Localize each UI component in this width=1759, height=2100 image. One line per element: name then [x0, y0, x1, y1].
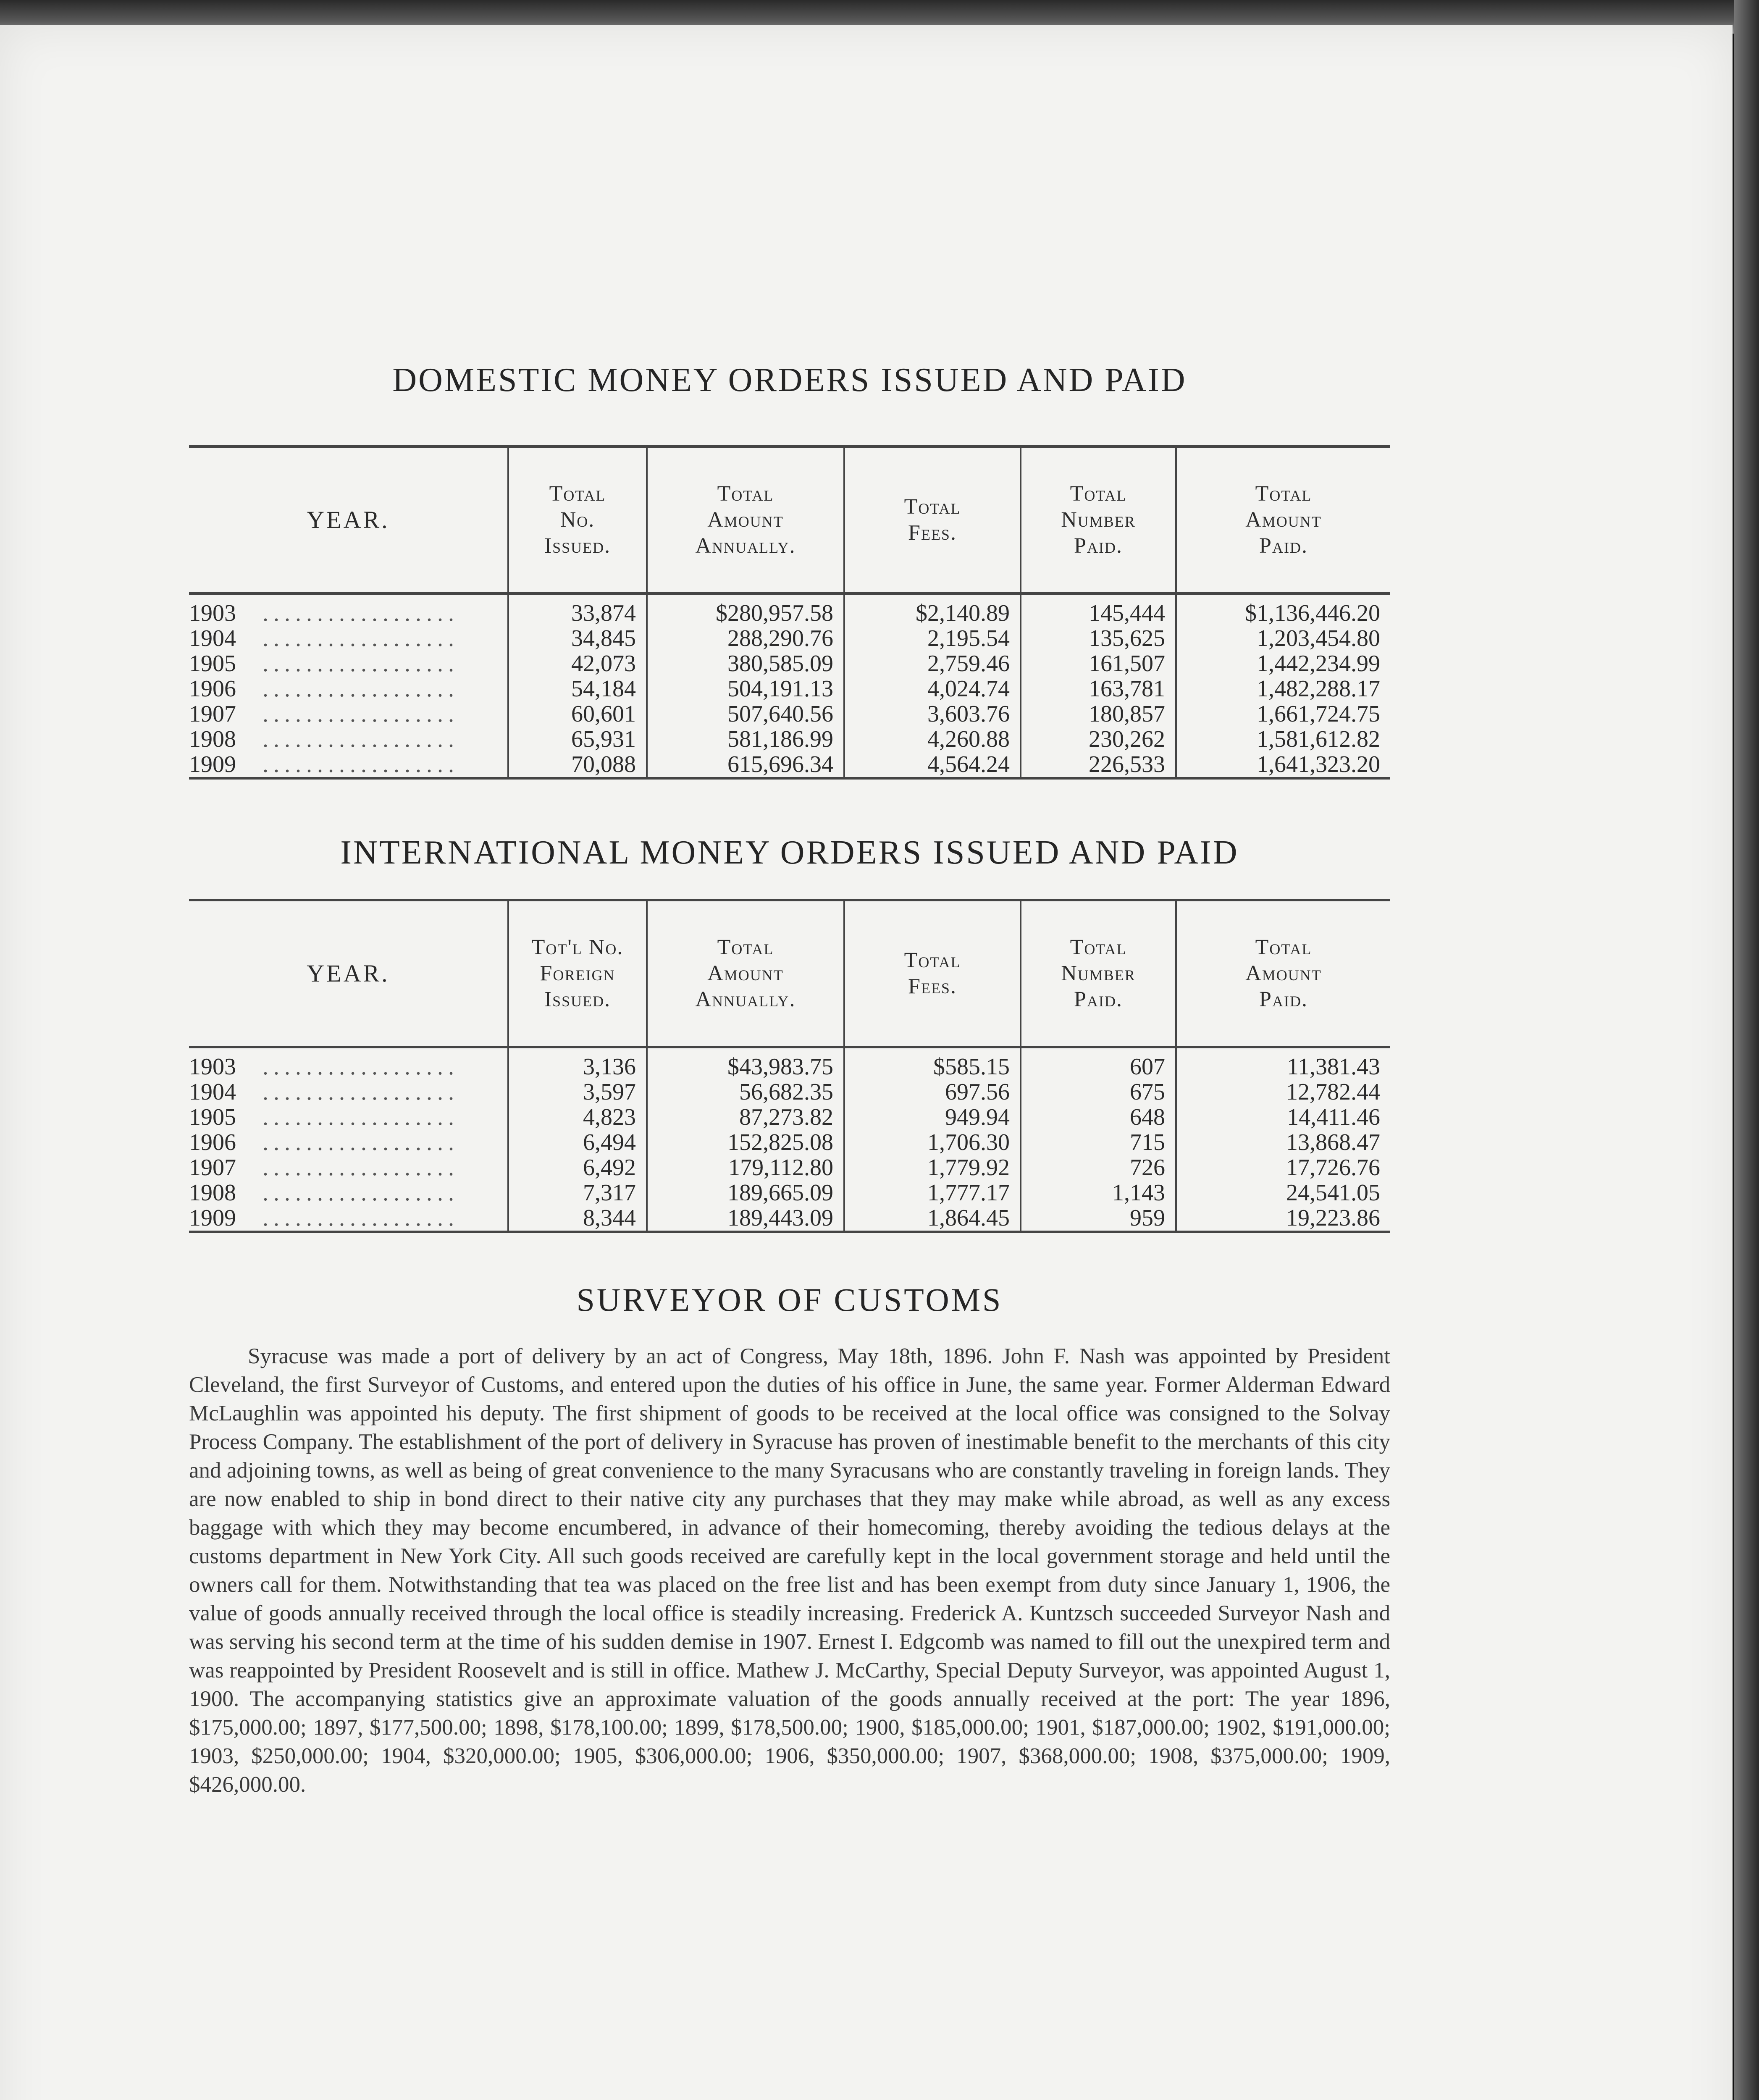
year-label: 1903 — [189, 600, 236, 626]
value-cell: 179,112.80 — [647, 1155, 844, 1180]
value-cell: 24,541.05 — [1176, 1180, 1390, 1205]
value-cell: 1,777.17 — [844, 1180, 1021, 1205]
value-cell: 230,262 — [1021, 727, 1176, 752]
year-label: 1907 — [189, 701, 236, 727]
document-page — [0, 25, 1733, 2100]
international-table-title: INTERNATIONAL MONEY ORDERS ISSUED AND PAID — [340, 834, 1239, 871]
year-cell — [189, 727, 508, 752]
value-cell: 1,143 — [1021, 1180, 1176, 1205]
domestic-table — [189, 445, 1390, 780]
year-cell — [189, 651, 508, 676]
value-cell: 180,857 — [1021, 701, 1176, 727]
table-row — [189, 1205, 1390, 1232]
column-header-line: Issued. — [544, 987, 611, 1011]
table-row — [189, 626, 1390, 651]
value-cell: 33,874 — [508, 593, 647, 626]
value-cell: 152,825.08 — [647, 1130, 844, 1155]
year-cell — [189, 701, 508, 727]
column-header-line: Paid. — [1074, 987, 1123, 1011]
column-header-line: Number — [1061, 508, 1136, 532]
column-header — [844, 900, 1021, 1047]
leader-dots: .................. — [263, 651, 459, 677]
value-cell: 1,203,454.80 — [1176, 626, 1390, 651]
column-header-line: Annually. — [695, 987, 796, 1011]
table-row — [189, 1180, 1390, 1205]
value-cell: 14,411.46 — [1176, 1105, 1390, 1130]
table-row — [189, 593, 1390, 626]
leader-dots: .................. — [263, 625, 459, 651]
column-header-line: Foreign — [540, 961, 615, 985]
value-cell: 380,585.09 — [647, 651, 844, 676]
value-cell: 2,195.54 — [844, 626, 1021, 651]
column-header-line: Total — [1070, 935, 1127, 959]
column-header-line: No. — [560, 508, 595, 532]
value-cell: 726 — [1021, 1155, 1176, 1180]
value-cell: 1,661,724.75 — [1176, 701, 1390, 727]
year-label: 1903 — [189, 1054, 236, 1080]
leader-dots: .................. — [263, 1155, 459, 1181]
column-header-line: YEAR. — [307, 506, 390, 533]
leader-dots: .................. — [263, 1129, 459, 1155]
year-cell — [189, 1105, 508, 1130]
year-label: 1904 — [189, 1079, 236, 1105]
leader-dots: .................. — [263, 600, 459, 626]
value-cell: 34,845 — [508, 626, 647, 651]
year-cell — [189, 1079, 508, 1105]
table-row — [189, 727, 1390, 752]
value-cell: 3,597 — [508, 1079, 647, 1105]
year-label: 1905 — [189, 1104, 236, 1130]
column-header-line: Total — [717, 482, 774, 506]
column-header-line: Paid. — [1259, 534, 1308, 558]
value-cell: 1,581,612.82 — [1176, 727, 1390, 752]
value-cell: 87,273.82 — [647, 1105, 844, 1130]
value-cell: $280,957.58 — [647, 593, 844, 626]
leader-dots: .................. — [263, 726, 459, 752]
value-cell: 189,665.09 — [647, 1180, 844, 1205]
year-cell — [189, 626, 508, 651]
value-cell: 288,290.76 — [647, 626, 844, 651]
value-cell: 145,444 — [1021, 593, 1176, 626]
value-cell: 3,136 — [508, 1047, 647, 1079]
international-table — [189, 899, 1390, 1233]
table-row — [189, 1047, 1390, 1079]
value-cell: 54,184 — [508, 676, 647, 701]
value-cell: 65,931 — [508, 727, 647, 752]
right-book-edge — [1734, 0, 1759, 2100]
column-header-line: Tot'l No. — [531, 935, 624, 959]
value-cell: 1,779.92 — [844, 1155, 1021, 1180]
value-cell: 959 — [1021, 1205, 1176, 1232]
year-label: 1907 — [189, 1155, 236, 1181]
value-cell: 4,260.88 — [844, 727, 1021, 752]
value-cell: 7,317 — [508, 1180, 647, 1205]
column-header-line: Total — [1255, 482, 1312, 506]
column-header-line: Paid. — [1074, 534, 1123, 558]
value-cell: 4,564.24 — [844, 752, 1021, 778]
column-header-line: Paid. — [1259, 987, 1308, 1011]
table-row — [189, 752, 1390, 778]
column-header-line: YEAR. — [307, 960, 390, 987]
value-cell: 607 — [1021, 1047, 1176, 1079]
column-header-line: Amount — [1245, 508, 1322, 532]
table-row — [189, 1105, 1390, 1130]
year-label: 1906 — [189, 676, 236, 702]
leader-dots: .................. — [263, 1205, 459, 1231]
leader-dots: .................. — [263, 1054, 459, 1080]
column-header — [189, 446, 508, 593]
year-label: 1905 — [189, 651, 236, 677]
leader-dots: .................. — [263, 1079, 459, 1105]
value-cell: 8,344 — [508, 1205, 647, 1232]
value-cell: 17,726.76 — [1176, 1155, 1390, 1180]
column-header-line: Total — [1070, 482, 1127, 506]
value-cell: 13,868.47 — [1176, 1130, 1390, 1155]
value-cell: $2,140.89 — [844, 593, 1021, 626]
column-header-line: Total — [904, 495, 961, 519]
column-header-line: Annually. — [695, 534, 796, 558]
column-header-line: Total — [904, 948, 961, 972]
value-cell: 1,641,323.20 — [1176, 752, 1390, 778]
table-row — [189, 701, 1390, 727]
year-label: 1904 — [189, 625, 236, 651]
year-cell — [189, 1047, 508, 1079]
value-cell: 581,186.99 — [647, 727, 844, 752]
year-cell — [189, 593, 508, 626]
column-header — [1176, 446, 1390, 593]
value-cell: 2,759.46 — [844, 651, 1021, 676]
leader-dots: .................. — [263, 701, 459, 727]
value-cell: $43,983.75 — [647, 1047, 844, 1079]
column-header-line: Total — [717, 935, 774, 959]
leader-dots: .................. — [263, 676, 459, 702]
year-label: 1906 — [189, 1129, 236, 1155]
column-header — [508, 900, 647, 1047]
year-cell — [189, 1130, 508, 1155]
value-cell: 3,603.76 — [844, 701, 1021, 727]
value-cell: 615,696.34 — [647, 752, 844, 778]
column-header — [189, 900, 508, 1047]
column-header-line: Total — [1255, 935, 1312, 959]
value-cell: 6,492 — [508, 1155, 647, 1180]
table-row — [189, 676, 1390, 701]
domestic-table-title: DOMESTIC MONEY ORDERS ISSUED AND PAID — [392, 362, 1187, 399]
table-row — [189, 1079, 1390, 1105]
column-header-line: Issued. — [544, 534, 611, 558]
value-cell: 56,682.35 — [647, 1079, 844, 1105]
year-label: 1909 — [189, 751, 236, 777]
value-cell: 675 — [1021, 1079, 1176, 1105]
value-cell: 12,782.44 — [1176, 1079, 1390, 1105]
column-header — [844, 446, 1021, 593]
column-header — [647, 446, 844, 593]
year-cell — [189, 752, 508, 778]
table-row — [189, 1130, 1390, 1155]
value-cell: 507,640.56 — [647, 701, 844, 727]
table-header-row — [189, 446, 1390, 593]
column-header — [647, 900, 844, 1047]
column-header-line: Amount — [1245, 961, 1322, 985]
value-cell: 697.56 — [844, 1079, 1021, 1105]
table-row — [189, 651, 1390, 676]
year-label: 1909 — [189, 1205, 236, 1231]
table-header-row — [189, 900, 1390, 1047]
column-header-line: Fees. — [908, 974, 957, 998]
value-cell: 6,494 — [508, 1130, 647, 1155]
value-cell: $1,136,446.20 — [1176, 593, 1390, 626]
leader-dots: .................. — [263, 751, 459, 777]
year-cell — [189, 1205, 508, 1232]
value-cell: 19,223.86 — [1176, 1205, 1390, 1232]
value-cell: 161,507 — [1021, 651, 1176, 676]
leader-dots: .................. — [263, 1104, 459, 1130]
year-label: 1908 — [189, 1180, 236, 1206]
value-cell: 715 — [1021, 1130, 1176, 1155]
value-cell: 1,482,288.17 — [1176, 676, 1390, 701]
value-cell: 648 — [1021, 1105, 1176, 1130]
column-header-line: Total — [549, 482, 606, 506]
value-cell: 135,625 — [1021, 626, 1176, 651]
surveyor-paragraph: Syracuse was made a port of delivery by an act of Congress, May 18th, 1896. John F. Nash was appointed by President Cleveland, the first Surveyor of Customs, and entered upon the duties of his office in June, the same year. Former Alderman Edward McLaughlin was appointed his deputy. The first shipment of goods to be received at the local office was consigned to the Solvay Process Company. The establishment of the port of delivery in Syracuse has proven of inestimable benefit to the merchants of this city and adjoining towns, as well as being of great convenience to the many Syracusans who are constantly traveling in foreign lands. They are now enabled to ship in bond direct to their native city any purchases that they may make while abroad, as well as any excess baggage with which they may become encumbered, in advance of their homecoming, thereby avoiding the tedious delays at the customs department in New York City. All such goods received are carefully kept in the local government storage and held until the owners call for them. Notwithstanding that tea was placed on the free list and has been exempt from duty since January 1, 1906, the value of goods annually received through the local office is steadily increasing. Frederick A. Kuntzsch succeeded Surveyor Nash and was serving his second term at the time of his sudden demise in 1907. Ernest I. Edgcomb was named to fill out the unexpired term and was reappointed by President Roosevelt and is still in office. Mathew J. McCarthy, Special Deputy Surveyor, was appointed August 1, 1900. The accompanying statistics give an approximate valuation of the goods annually received at the port: The year 1896, $175,000.00; 1897, $177,500.00; 1898, $178,100.00; 1899, $178,500.00; 1900, $185,000.00; 1901, $187,000.00; 1902, $191,000.00; 1903, $250,000.00; 1904, $320,000.00; 1905, $306,000.00; 1906, $350,000.00; 1907, $368,000.00; 1908, $375,000.00; 1909, $426,000.00. — [189, 1344, 1390, 1797]
column-header — [1021, 900, 1176, 1047]
column-header — [1021, 446, 1176, 593]
value-cell: 949.94 — [844, 1105, 1021, 1130]
value-cell: 4,823 — [508, 1105, 647, 1130]
value-cell: 1,706.30 — [844, 1130, 1021, 1155]
column-header — [508, 446, 647, 593]
leader-dots: .................. — [263, 1180, 459, 1206]
table-row — [189, 1155, 1390, 1180]
surveyor-title: SURVEYOR OF CUSTOMS — [576, 1281, 1003, 1318]
value-cell: $585.15 — [844, 1047, 1021, 1079]
year-cell — [189, 1155, 508, 1180]
column-header — [1176, 900, 1390, 1047]
column-header-line: Fees. — [908, 521, 957, 545]
value-cell: 4,024.74 — [844, 676, 1021, 701]
value-cell: 42,073 — [508, 651, 647, 676]
value-cell: 226,533 — [1021, 752, 1176, 778]
column-header-line: Amount — [707, 961, 784, 985]
year-label: 1908 — [189, 726, 236, 752]
value-cell: 1,442,234.99 — [1176, 651, 1390, 676]
value-cell: 70,088 — [508, 752, 647, 778]
value-cell: 189,443.09 — [647, 1205, 844, 1232]
value-cell: 1,864.45 — [844, 1205, 1021, 1232]
value-cell: 60,601 — [508, 701, 647, 727]
value-cell: 163,781 — [1021, 676, 1176, 701]
year-cell — [189, 676, 508, 701]
column-header-line: Amount — [707, 508, 784, 532]
year-cell — [189, 1180, 508, 1205]
value-cell: 11,381.43 — [1176, 1047, 1390, 1079]
value-cell: 504,191.13 — [647, 676, 844, 701]
column-header-line: Number — [1061, 961, 1136, 985]
